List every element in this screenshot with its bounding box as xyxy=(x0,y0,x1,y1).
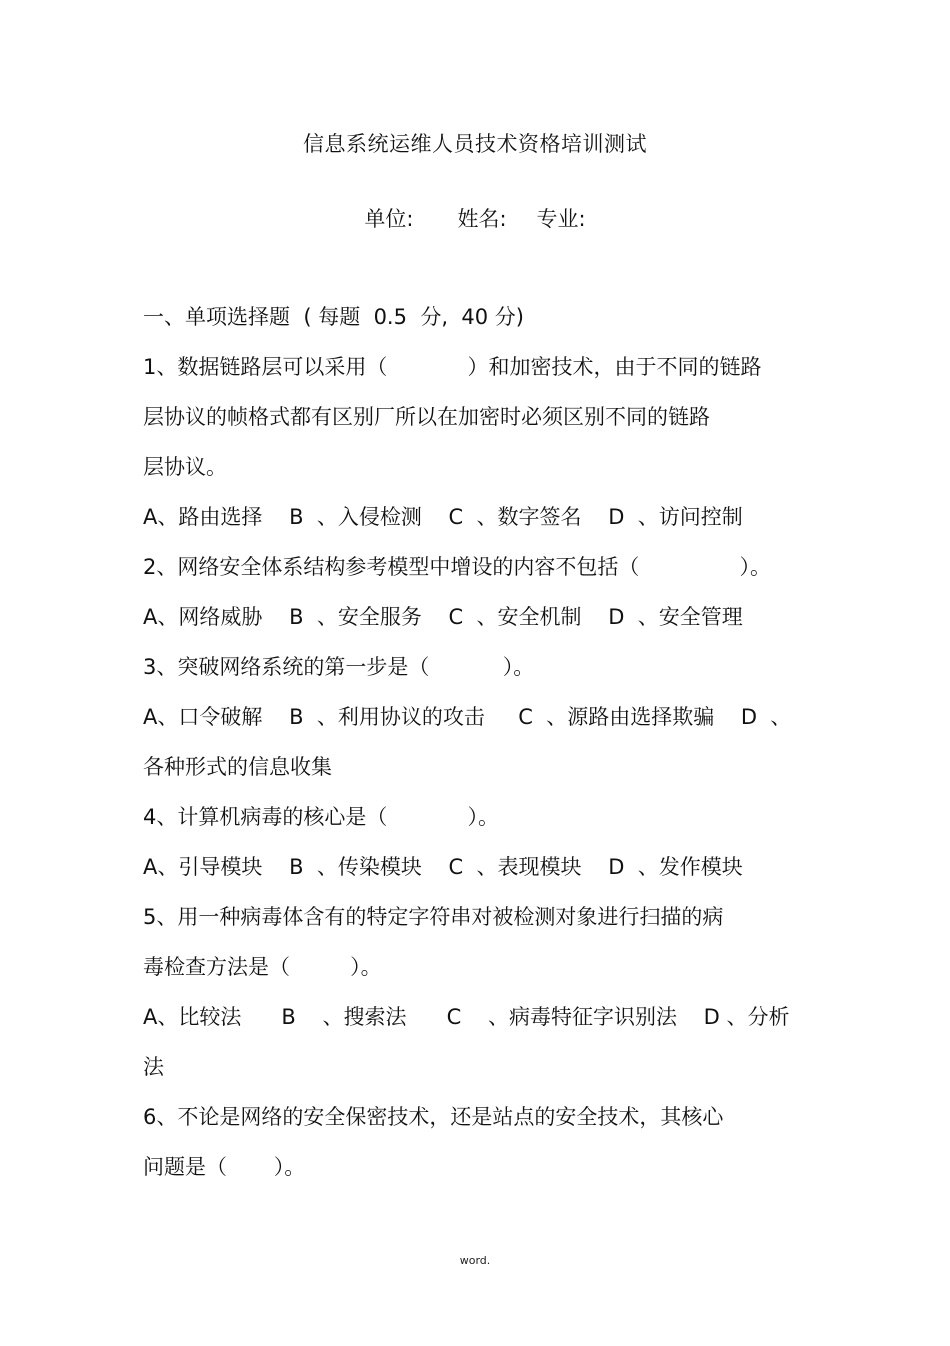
text-line: 2、网络安全体系结构参考模型中增设的内容不包括（ ）。 xyxy=(143,555,771,579)
document-title: 信息系统运维人员技术资格培训测试 xyxy=(303,132,647,156)
text-line: 1、数据链路层可以采用（ ）和加密技术，由于不同的链路 xyxy=(143,355,762,379)
text-line: 6、不论是网络的安全保密技术，还是站点的安全技术，其核心 xyxy=(143,1105,724,1129)
text-line: 层协议的帧格式都有区别厂所以在加密时必须区别不同的链路 xyxy=(143,405,710,429)
text-line: 3、突破网络系统的第一步是（ ）。 xyxy=(143,655,535,679)
text-line: 各种形式的信息收集 xyxy=(143,755,332,779)
section-heading: 一、单项选择题 ( 每题 0.5 分, 40 分) xyxy=(143,305,524,329)
page-footer: word. xyxy=(459,1254,491,1267)
question-content xyxy=(143,300,823,1200)
name-label: 姓名: xyxy=(457,207,507,231)
text-line: 问题是（ ）。 xyxy=(143,1155,306,1179)
options-line: A、网络威胁 B 、安全服务 C 、安全机制 D 、安全管理 xyxy=(143,605,743,629)
text-line: 4、计算机病毒的核心是（ ）。 xyxy=(143,805,499,829)
options-line: A、口令破解 B 、利用协议的攻击 C 、源路由选择欺骗 D 、 xyxy=(143,705,792,729)
major-label: 专业: xyxy=(536,207,586,231)
text-line: 毒检查方法是（ ）。 xyxy=(143,955,382,979)
text-line: 5、用一种病毒体含有的特定字符串对被检测对象进行扫描的病 xyxy=(143,905,724,929)
options-line: A、比较法 B 、搜索法 C 、病毒特征字识别法 D 、分析 xyxy=(143,1005,790,1029)
options-line: A、引导模块 B 、传染模块 C 、表现模块 D 、发作模块 xyxy=(143,855,743,879)
text-line: 法 xyxy=(143,1055,164,1079)
text-line: 层协议。 xyxy=(143,455,227,479)
info-line xyxy=(0,203,950,233)
unit-label: 单位: xyxy=(364,207,414,231)
options-line: A、路由选择 B 、入侵检测 C 、数字签名 D 、访问控制 xyxy=(143,505,743,529)
